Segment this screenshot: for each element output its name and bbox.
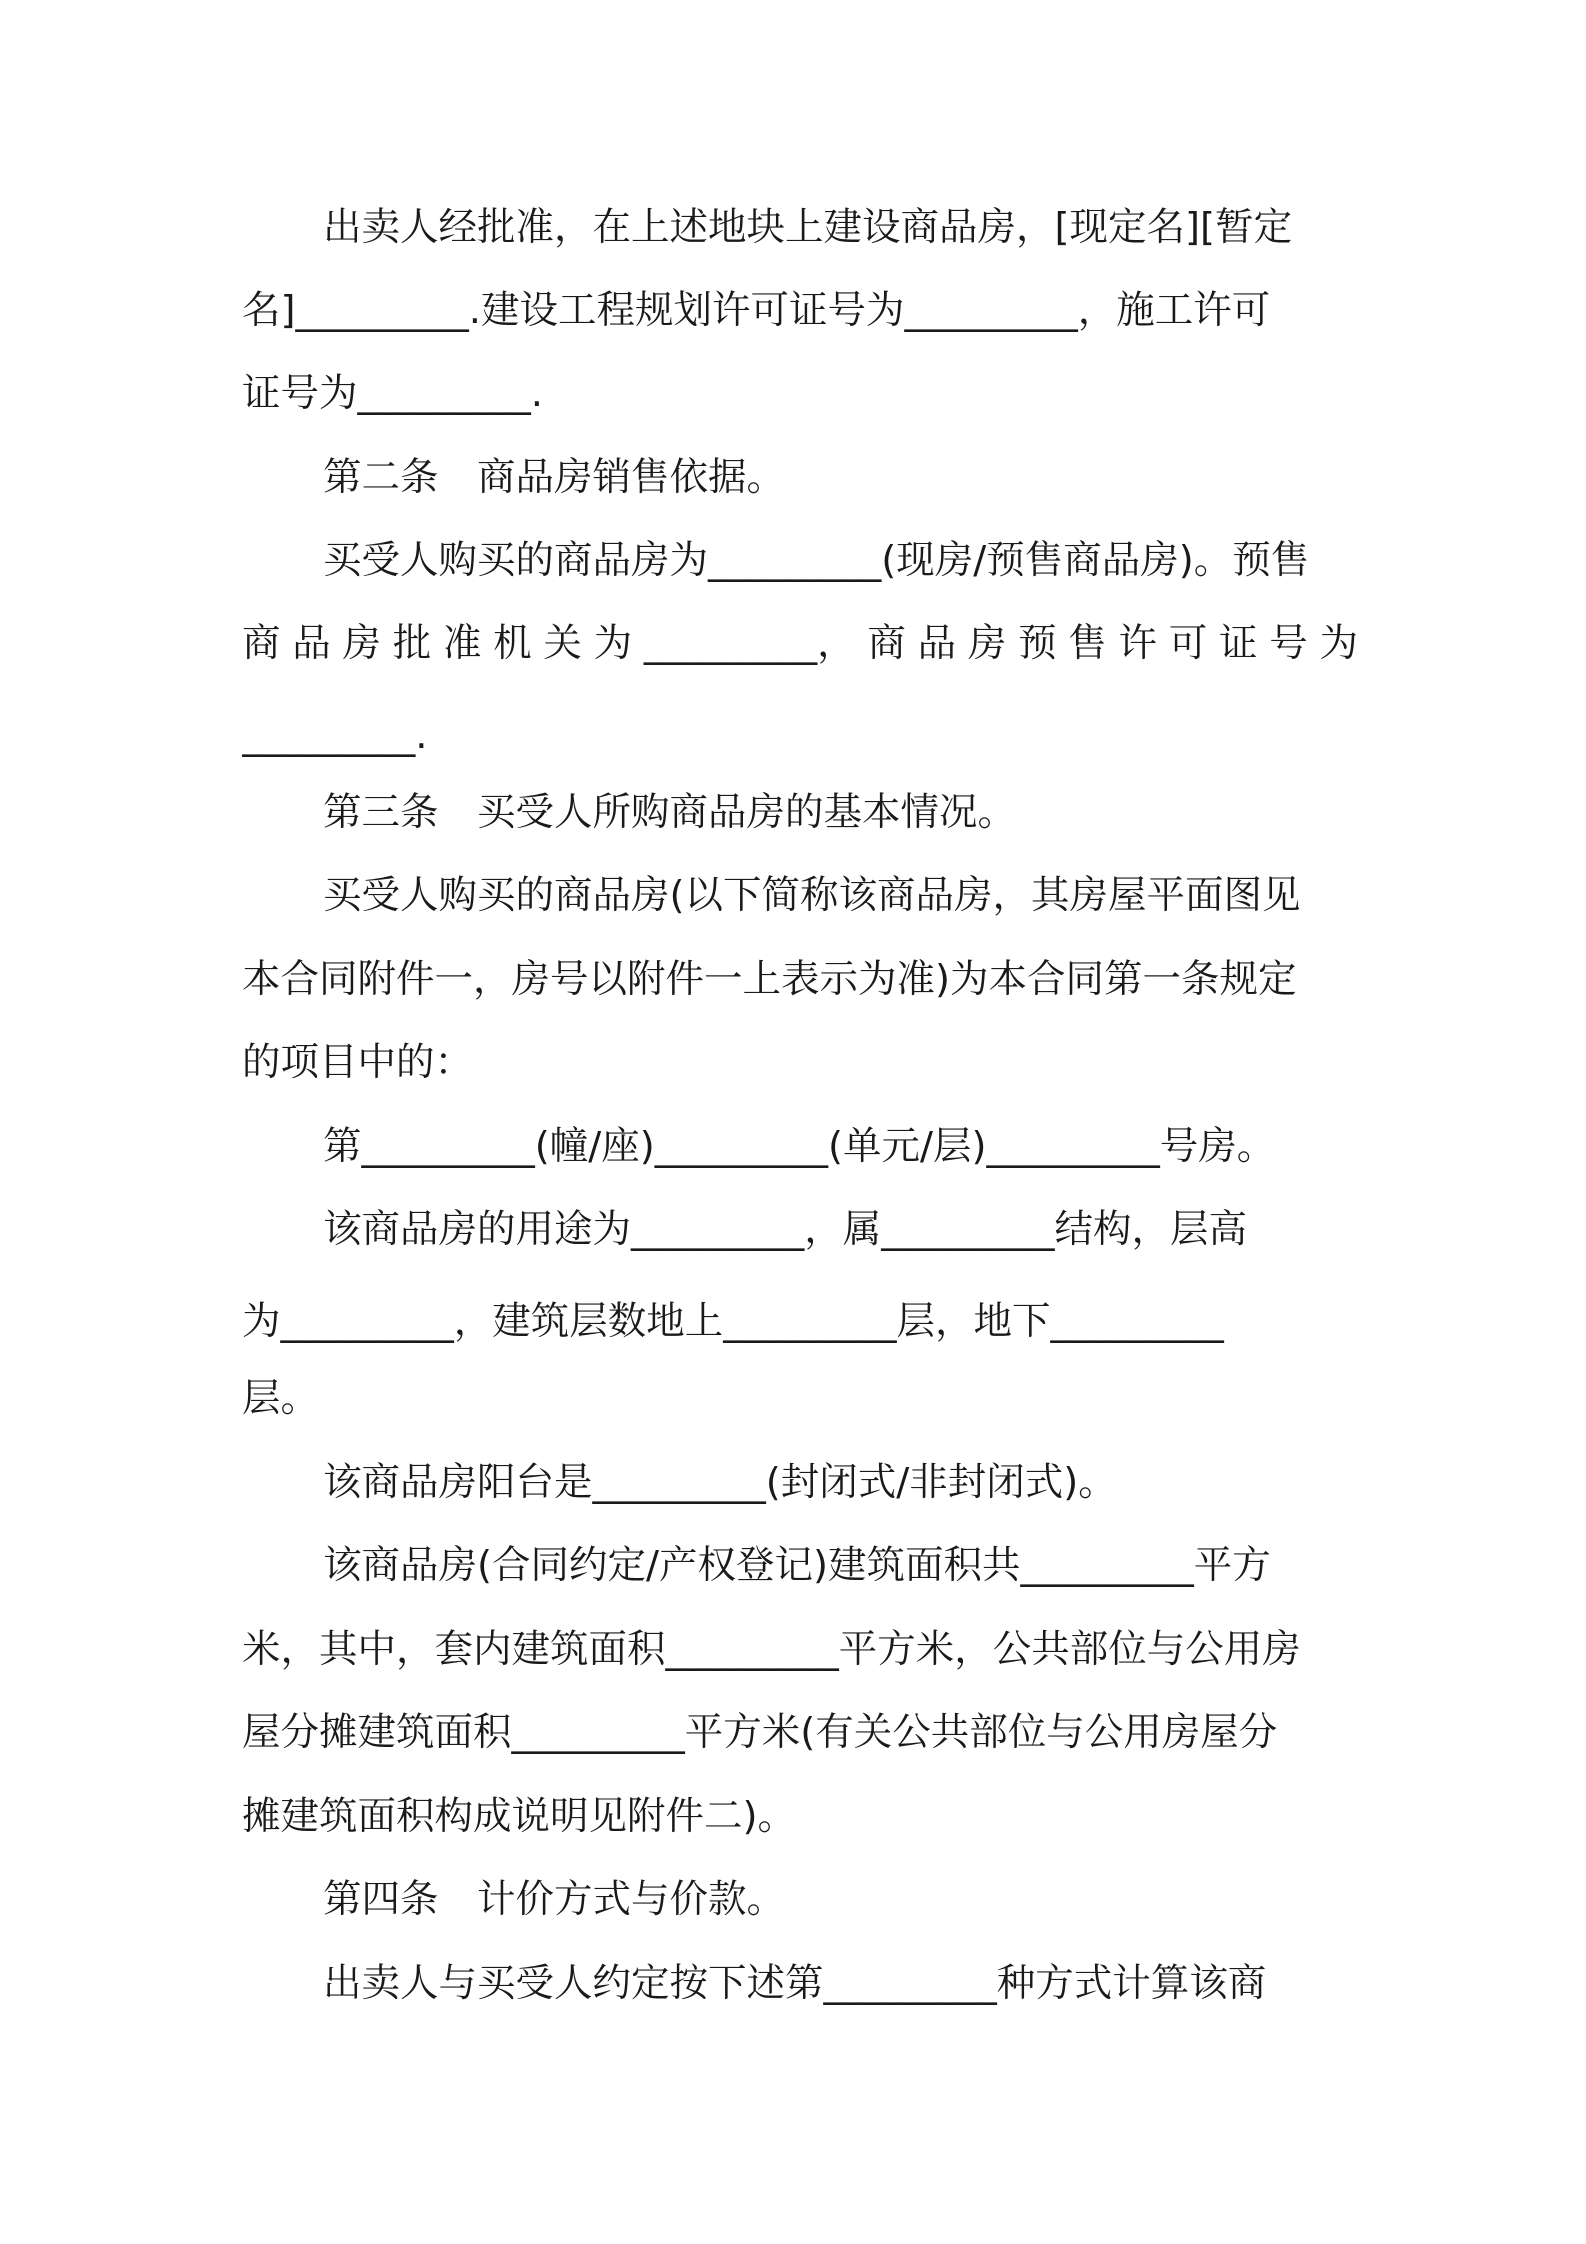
article-heading: 第二条 商品房销售依据。 [323,455,786,500]
text-line: 该商品房的用途为_________，属_________结构，层高 [323,1207,1248,1252]
text-line: 该商品房(合同约定/产权登记)建筑面积共_________平方 [323,1543,1271,1588]
text-line: 第_________(幢/座)_________(单元/层)_________号房。 [323,1124,1276,1169]
text-line: _________. [242,713,428,758]
text-line: 屋分摊建筑面积_________平方米(有关公共部位与公用房屋分 [242,1710,1278,1755]
text-line-justified: 商 品 房 批 准 机 关 为 _________， 商 品 房 预 售 许 可 证 号 为 [242,621,1358,666]
text-line: 出卖人与买受人约定按下述第_________种方式计算该商 [323,1961,1267,2006]
text-line: 出卖人经批准，在上述地块上建设商品房，[现定名][暂定 [323,205,1293,250]
text-line: 层。 [242,1376,320,1421]
text-line: 证号为_________. [242,371,543,416]
article-heading: 第三条 买受人所购商品房的基本情况。 [323,790,1017,835]
text-line: 该商品房阳台是_________(封闭式/非封闭式)。 [323,1460,1117,1505]
text-line: 摊建筑面积构成说明见附件二)。 [242,1794,797,1839]
text-line: 米，其中，套内建筑面积_________平方米，公共部位与公用房 [242,1627,1301,1672]
text-line: 买受人购买的商品房为_________(现房/预售商品房)。预售 [323,538,1310,583]
text-line: 买受人购买的商品房(以下简称该商品房，其房屋平面图见 [323,873,1301,918]
article-heading: 第四条 计价方式与价款。 [323,1877,786,1922]
text-line: 本合同附件一，房号以附件一上表示为准)为本合同第一条规定 [242,957,1297,1002]
text-line: 名]_________.建设工程规划许可证号为_________，施工许可 [242,288,1271,333]
text-line: 为_________，建筑层数地上_________层，地下_________ [242,1299,1224,1344]
text-line: 的项目中的： [242,1040,474,1085]
